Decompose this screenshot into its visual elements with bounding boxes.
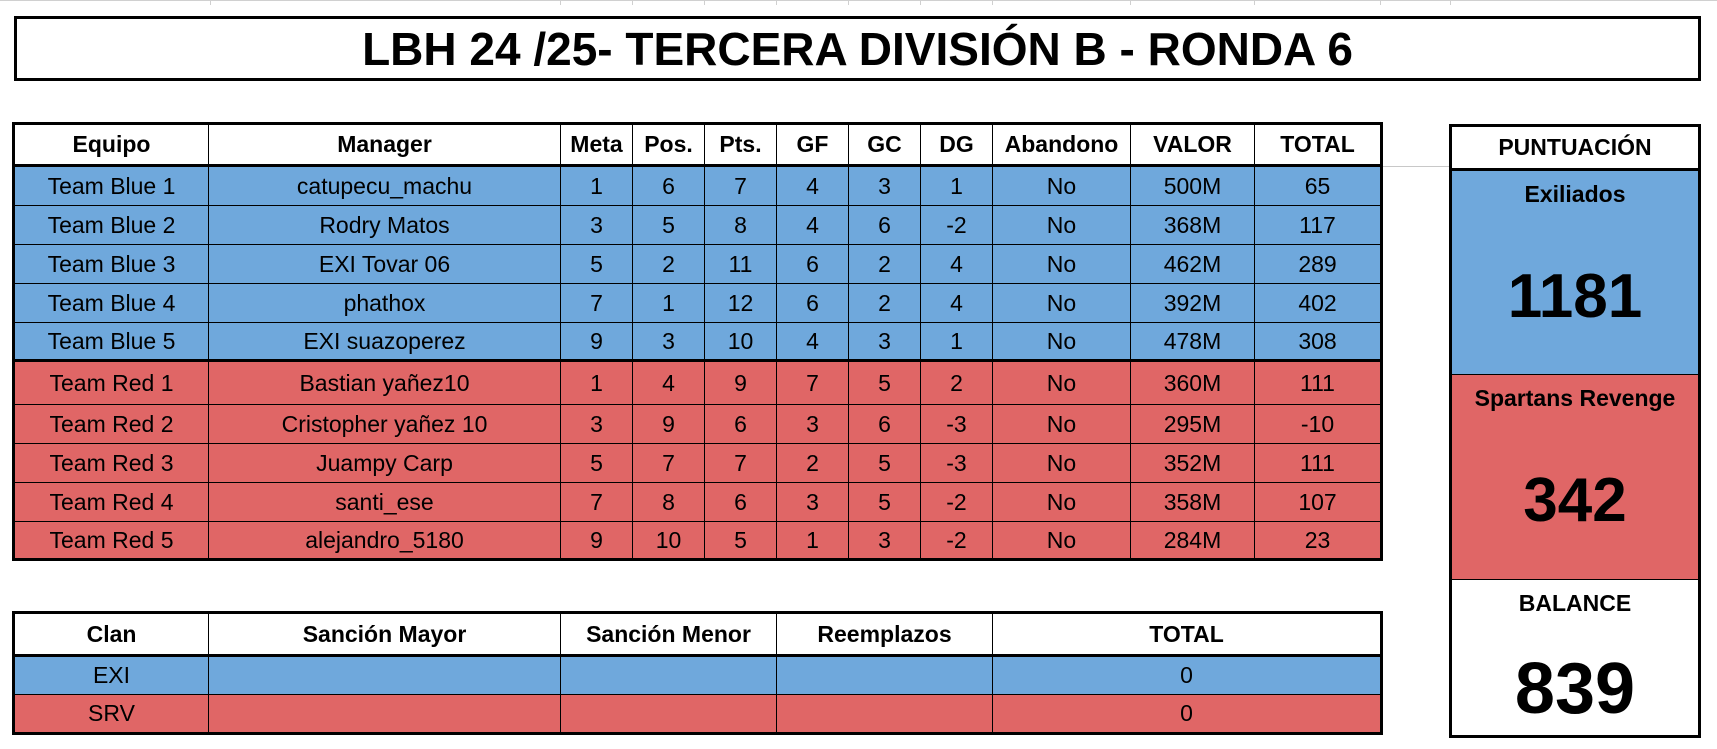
score-block-balance — [1452, 580, 1698, 735]
total-cell: 308 — [1255, 323, 1381, 361]
standings-table — [14, 124, 1381, 559]
dg-cell: 1 — [921, 323, 993, 361]
manager-cell: Juampy Carp — [209, 444, 561, 483]
team-cell: Team Blue 5 — [15, 323, 209, 361]
pos-cell: 1 — [633, 284, 705, 323]
header-clan-total: TOTAL — [993, 614, 1381, 656]
header-sancion-menor: Sanción Menor — [561, 614, 777, 656]
team-cell: Team Blue 2 — [15, 206, 209, 245]
manager-cell: santi_ese — [209, 483, 561, 522]
header-gf: GF — [777, 125, 849, 166]
pts-cell: 6 — [705, 405, 777, 444]
valor-cell: 358M — [1131, 483, 1255, 522]
pts-cell: 7 — [705, 444, 777, 483]
header-abandono: Abandono — [993, 125, 1131, 166]
gf-cell: 3 — [777, 405, 849, 444]
manager-cell: Cristopher yañez 10 — [209, 405, 561, 444]
meta-cell: 7 — [561, 284, 633, 323]
abandono-cell: No — [993, 284, 1131, 323]
table-row — [15, 695, 1381, 733]
abandono-cell: No — [993, 245, 1131, 284]
table-row — [15, 323, 1381, 361]
header-meta: Meta — [561, 125, 633, 166]
clan-score-value: 1181 — [1507, 262, 1643, 331]
pos-cell: 3 — [633, 323, 705, 361]
meta-cell: 1 — [561, 166, 633, 206]
valor-cell: 500M — [1131, 166, 1255, 206]
gf-cell: 4 — [777, 323, 849, 361]
team-cell: Team Red 3 — [15, 444, 209, 483]
pts-cell: 5 — [705, 522, 777, 559]
score-panel — [1449, 124, 1701, 738]
valor-cell: 368M — [1131, 206, 1255, 245]
table-row — [15, 245, 1381, 284]
dg-cell: 4 — [921, 245, 993, 284]
pos-cell: 2 — [633, 245, 705, 284]
table-row — [15, 444, 1381, 483]
sancion-menor-cell — [561, 695, 777, 733]
header-total: TOTAL — [1255, 125, 1381, 166]
header-valor: VALOR — [1131, 125, 1255, 166]
spreadsheet-column-guides — [0, 0, 1717, 5]
gf-cell: 3 — [777, 483, 849, 522]
standings-header-row — [15, 125, 1381, 166]
dg-cell: 1 — [921, 166, 993, 206]
total-cell: 23 — [1255, 522, 1381, 559]
valor-cell: 352M — [1131, 444, 1255, 483]
total-cell: -10 — [1255, 405, 1381, 444]
meta-cell: 7 — [561, 483, 633, 522]
clan-score-label: Spartans Revenge — [1474, 385, 1676, 411]
score-block-spartans — [1452, 375, 1698, 580]
pos-cell: 7 — [633, 444, 705, 483]
total-cell: 111 — [1255, 361, 1381, 405]
header-pos: Pos. — [633, 125, 705, 166]
pos-cell: 9 — [633, 405, 705, 444]
balance-value: 839 — [1514, 649, 1636, 729]
dg-cell: -3 — [921, 444, 993, 483]
table-row — [15, 166, 1381, 206]
gc-cell: 5 — [849, 483, 921, 522]
sancion-menor-cell — [561, 656, 777, 695]
total-cell: 117 — [1255, 206, 1381, 245]
dg-cell: 2 — [921, 361, 993, 405]
spreadsheet-gridline — [1380, 166, 1450, 167]
gf-cell: 6 — [777, 284, 849, 323]
total-cell: 107 — [1255, 483, 1381, 522]
dg-cell: -2 — [921, 522, 993, 559]
team-cell: Team Blue 1 — [15, 166, 209, 206]
meta-cell: 3 — [561, 405, 633, 444]
clan-cell: SRV — [15, 695, 209, 733]
table-row — [15, 284, 1381, 323]
dg-cell: 4 — [921, 284, 993, 323]
page-title: LBH 24 /25- TERCERA DIVISIÓN B - RONDA 6 — [14, 16, 1701, 81]
clan-score-label: Exiliados — [1524, 181, 1626, 207]
pts-cell: 9 — [705, 361, 777, 405]
valor-cell: 295M — [1131, 405, 1255, 444]
valor-cell: 392M — [1131, 284, 1255, 323]
meta-cell: 5 — [561, 245, 633, 284]
score-header: PUNTUACIÓN — [1452, 127, 1698, 171]
clan-sanctions-table — [14, 613, 1381, 733]
team-cell: Team Red 2 — [15, 405, 209, 444]
manager-cell: Rodry Matos — [209, 206, 561, 245]
pts-cell: 6 — [705, 483, 777, 522]
table-row — [15, 522, 1381, 559]
gf-cell: 6 — [777, 245, 849, 284]
abandono-cell: No — [993, 444, 1131, 483]
gc-cell: 2 — [849, 245, 921, 284]
pos-cell: 8 — [633, 483, 705, 522]
pts-cell: 10 — [705, 323, 777, 361]
meta-cell: 9 — [561, 323, 633, 361]
table-row — [15, 405, 1381, 444]
manager-cell: phathox — [209, 284, 561, 323]
header-reemplazos: Reemplazos — [777, 614, 993, 656]
pos-cell: 4 — [633, 361, 705, 405]
pts-cell: 7 — [705, 166, 777, 206]
reemplazos-cell — [777, 695, 993, 733]
pts-cell: 8 — [705, 206, 777, 245]
manager-cell: Bastian yañez10 — [209, 361, 561, 405]
gc-cell: 2 — [849, 284, 921, 323]
abandono-cell: No — [993, 166, 1131, 206]
team-cell: Team Red 1 — [15, 361, 209, 405]
gf-cell: 4 — [777, 166, 849, 206]
valor-cell: 462M — [1131, 245, 1255, 284]
gc-cell: 5 — [849, 444, 921, 483]
reemplazos-cell — [777, 656, 993, 695]
sancion-mayor-cell — [209, 656, 561, 695]
abandono-cell: No — [993, 206, 1131, 245]
table-row — [15, 206, 1381, 245]
gf-cell: 4 — [777, 206, 849, 245]
pos-cell: 6 — [633, 166, 705, 206]
gc-cell: 3 — [849, 323, 921, 361]
clan-cell: EXI — [15, 656, 209, 695]
abandono-cell: No — [993, 483, 1131, 522]
abandono-cell: No — [993, 405, 1131, 444]
valor-cell: 360M — [1131, 361, 1255, 405]
pos-cell: 5 — [633, 206, 705, 245]
pos-cell: 10 — [633, 522, 705, 559]
meta-cell: 1 — [561, 361, 633, 405]
clan-score-value: 342 — [1523, 466, 1627, 535]
header-pts: Pts. — [705, 125, 777, 166]
balance-label: BALANCE — [1518, 590, 1632, 616]
header-equipo: Equipo — [15, 125, 209, 166]
dg-cell: -3 — [921, 405, 993, 444]
pts-cell: 11 — [705, 245, 777, 284]
meta-cell: 9 — [561, 522, 633, 559]
gf-cell: 1 — [777, 522, 849, 559]
header-sancion-mayor: Sanción Mayor — [209, 614, 561, 656]
gc-cell: 6 — [849, 405, 921, 444]
total-cell: 111 — [1255, 444, 1381, 483]
header-manager: Manager — [209, 125, 561, 166]
header-clan: Clan — [15, 614, 209, 656]
total-cell: 65 — [1255, 166, 1381, 206]
table-row — [15, 361, 1381, 405]
team-cell: Team Red 4 — [15, 483, 209, 522]
clan-total-cell: 0 — [993, 656, 1381, 695]
pts-cell: 12 — [705, 284, 777, 323]
abandono-cell: No — [993, 361, 1131, 405]
manager-cell: alejandro_5180 — [209, 522, 561, 559]
clan-header-row — [15, 614, 1381, 656]
abandono-cell: No — [993, 522, 1131, 559]
team-cell: Team Blue 3 — [15, 245, 209, 284]
total-cell: 402 — [1255, 284, 1381, 323]
gc-cell: 5 — [849, 361, 921, 405]
valor-cell: 284M — [1131, 522, 1255, 559]
meta-cell: 3 — [561, 206, 633, 245]
gf-cell: 7 — [777, 361, 849, 405]
score-block-exiliados — [1452, 171, 1698, 375]
meta-cell: 5 — [561, 444, 633, 483]
manager-cell: EXI Tovar 06 — [209, 245, 561, 284]
table-row — [15, 656, 1381, 695]
table-row — [15, 483, 1381, 522]
team-cell: Team Red 5 — [15, 522, 209, 559]
dg-cell: -2 — [921, 483, 993, 522]
gc-cell: 6 — [849, 206, 921, 245]
gc-cell: 3 — [849, 522, 921, 559]
clan-total-cell: 0 — [993, 695, 1381, 733]
total-cell: 289 — [1255, 245, 1381, 284]
dg-cell: -2 — [921, 206, 993, 245]
header-gc: GC — [849, 125, 921, 166]
gf-cell: 2 — [777, 444, 849, 483]
header-dg: DG — [921, 125, 993, 166]
valor-cell: 478M — [1131, 323, 1255, 361]
manager-cell: catupecu_machu — [209, 166, 561, 206]
team-cell: Team Blue 4 — [15, 284, 209, 323]
abandono-cell: No — [993, 323, 1131, 361]
sancion-mayor-cell — [209, 695, 561, 733]
gc-cell: 3 — [849, 166, 921, 206]
manager-cell: EXI suazoperez — [209, 323, 561, 361]
